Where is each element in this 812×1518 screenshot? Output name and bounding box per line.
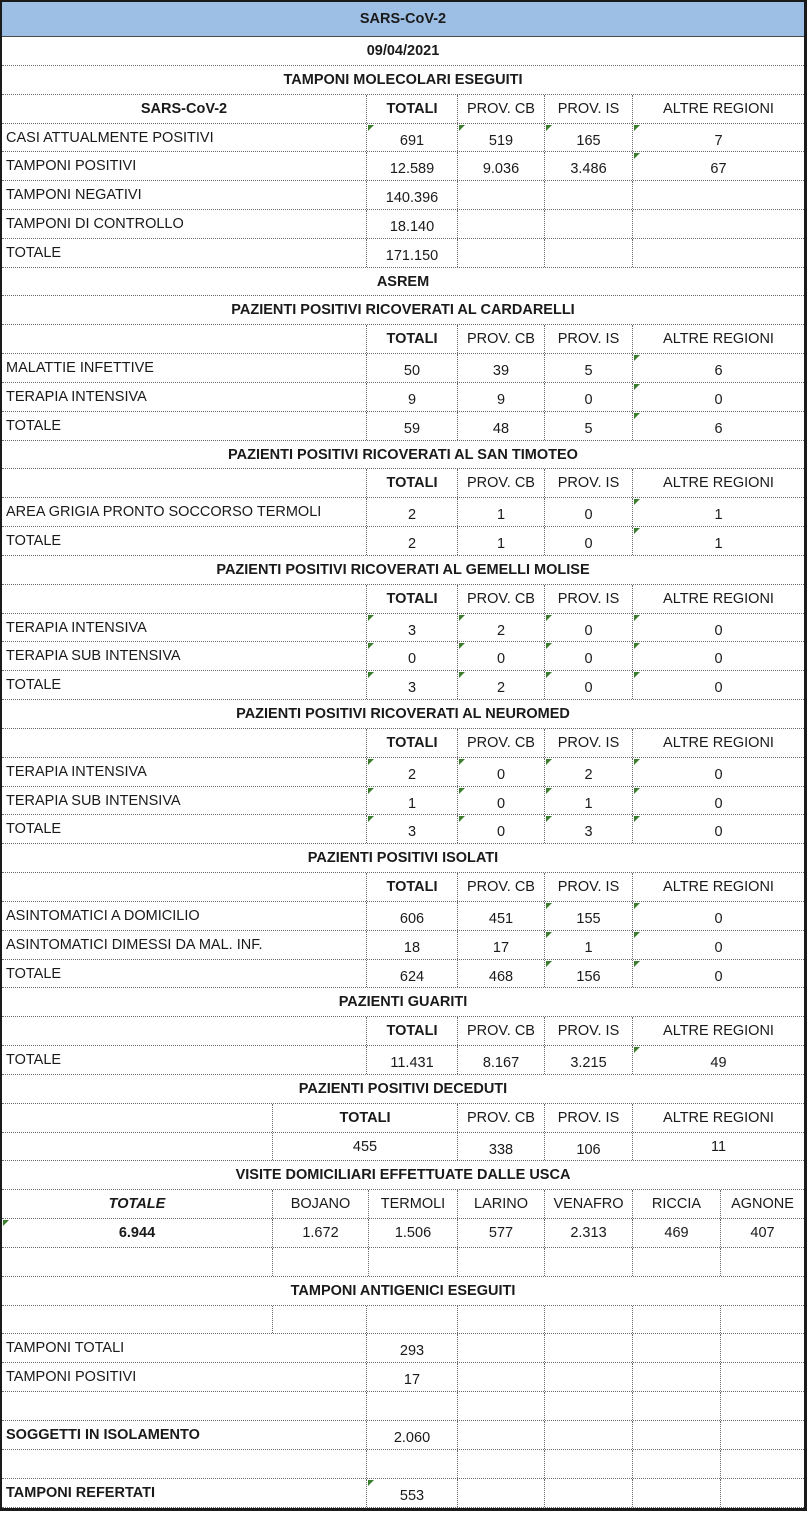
san-timoteo-prov-cb-value: 1 [457, 498, 544, 526]
usca-column-value: 577 [457, 1219, 544, 1247]
gemelli-altre-regioni-value: 0 [632, 614, 804, 641]
empty-cell [272, 1306, 366, 1333]
empty-cell [720, 1248, 804, 1276]
molecolari-altre-regioni-value [632, 210, 804, 238]
molecolari-totali-value: 171.150 [366, 239, 457, 267]
guariti-totali-header: TOTALI [366, 1017, 457, 1045]
molecolari-row-label: CASI ATTUALMENTE POSITIVI [6, 129, 214, 146]
empty-cell [720, 1450, 804, 1478]
usca-totale-label: TOTALE [108, 1196, 166, 1212]
table-row [2, 960, 806, 988]
cardarelli-row-label: MALATTIE INFETTIVE [6, 360, 154, 376]
table-row [2, 1046, 806, 1075]
empty-cell [632, 1248, 720, 1276]
gemelli-altre-regioni-value: 0 [632, 671, 804, 699]
molecolari-row-label: TAMPONI NEGATIVI [6, 187, 142, 203]
usca-column-value: 2.313 [544, 1219, 632, 1247]
san-timoteo-prov-cb-header: PROV. CB [457, 469, 544, 497]
empty-cell [544, 1306, 632, 1333]
neuromed-totali-value: 3 [366, 815, 457, 843]
isolati-row-label: ASINTOMATICI DIMESSI DA MAL. INF. [6, 937, 263, 953]
table-row [2, 614, 806, 642]
san-timoteo-prov-cb-value: 1 [457, 527, 544, 555]
table-row [2, 815, 806, 844]
gemelli-prov-is-value: 0 [544, 671, 632, 699]
neuromed-prov-is-value: 3 [544, 815, 632, 843]
guariti-prov-is-value: 3.215 [544, 1046, 632, 1074]
empty-cell [632, 1306, 720, 1333]
molecolari-prov-cb-header: PROV. CB [457, 95, 544, 123]
empty-row [2, 1248, 806, 1277]
table-row [2, 498, 806, 527]
guariti-row-label: TOTALE [6, 1052, 62, 1068]
neuromed-prov-cb-value: 0 [457, 815, 544, 843]
empty-cell [366, 1450, 457, 1478]
molecolari-row-label: TAMPONI POSITIVI [6, 158, 137, 174]
usca-column-header: AGNONE [720, 1190, 804, 1218]
table-row [2, 354, 806, 383]
asrem-heading-row [2, 268, 806, 296]
deceduti-altre-regioni-header: ALTRE REGIONI [632, 1104, 804, 1132]
soggetti-isolamento-value: 2.060 [366, 1421, 457, 1449]
empty-cell [632, 1392, 720, 1420]
empty-cell [720, 1363, 804, 1391]
empty-cell [632, 1479, 720, 1507]
san-timoteo-heading: PAZIENTI POSITIVI RICOVERATI AL SAN TIMOTEO [228, 446, 578, 463]
san-timoteo-totali-value: 2 [366, 527, 457, 555]
empty-cell [544, 1450, 632, 1478]
table-row [2, 181, 806, 210]
antigenici-positivi-label: TAMPONI POSITIVI [6, 1369, 137, 1385]
molecolari-totali-value: 18.140 [366, 210, 457, 238]
molecolari-heading-row [2, 66, 806, 95]
guariti-prov-is-header: PROV. IS [544, 1017, 632, 1045]
isolati-prov-is-value: 1 [544, 931, 632, 959]
gemelli-row-label: TOTALE [6, 677, 62, 693]
isolati-altre-regioni-value: 0 [632, 960, 804, 987]
neuromed-altre-regioni-value: 0 [632, 815, 804, 843]
frame-border-bottom [0, 1508, 807, 1511]
report-date-row [2, 37, 806, 66]
empty-cell [720, 1392, 804, 1420]
cardarelli-totali-value: 50 [366, 354, 457, 382]
neuromed-prov-is-header: PROV. IS [544, 729, 632, 757]
usca-column-header: VENAFRO [544, 1190, 632, 1218]
guariti-heading-row [2, 988, 806, 1017]
gemelli-row-label: TERAPIA INTENSIVA [6, 619, 147, 636]
table-row [2, 412, 806, 441]
gemelli-prov-cb-header: PROV. CB [457, 585, 544, 613]
empty-cell [720, 1421, 804, 1449]
table-row [2, 787, 806, 815]
molecolari-header-row [2, 95, 806, 124]
gemelli-header-row [2, 585, 806, 614]
san-timoteo-altre-regioni-value: 1 [632, 527, 804, 555]
gemelli-totali-value: 0 [366, 642, 457, 670]
neuromed-row-label: TERAPIA SUB INTENSIVA [6, 792, 181, 809]
empty-cell [457, 1450, 544, 1478]
san-timoteo-row-label: TOTALE [6, 533, 62, 549]
deceduti-prov-is-value: 106 [544, 1133, 632, 1160]
neuromed-totali-value: 1 [366, 787, 457, 814]
frame-border-top [0, 0, 807, 2]
isolati-heading: PAZIENTI POSITIVI ISOLATI [307, 850, 499, 866]
table-row [2, 239, 806, 268]
molecolari-totali-header: TOTALI [366, 95, 457, 123]
empty-cell [457, 1421, 544, 1449]
empty-cell [632, 1334, 720, 1362]
neuromed-altre-regioni-header: ALTRE REGIONI [632, 729, 804, 757]
usca-column-value: 1.506 [368, 1219, 457, 1247]
isolati-totali-value: 18 [366, 931, 457, 959]
usca-header-row [2, 1190, 806, 1219]
cardarelli-prov-is-value: 5 [544, 354, 632, 382]
soggetti-isolamento [2, 1421, 806, 1450]
empty-cell [544, 1334, 632, 1362]
guariti-heading: PAZIENTI GUARITI [338, 994, 468, 1010]
table-row [2, 758, 806, 787]
table-row [2, 383, 806, 412]
gemelli-row-label: TERAPIA SUB INTENSIVA [6, 648, 181, 664]
table-row [2, 642, 806, 671]
table-row [2, 902, 806, 931]
gemelli-heading-row [2, 556, 806, 585]
empty-cell [720, 1306, 804, 1333]
gemelli-prov-cb-value: 0 [457, 642, 544, 670]
cardarelli-altre-regioni-value: 6 [632, 354, 804, 382]
cardarelli-totali-value: 59 [366, 412, 457, 440]
table-row [2, 931, 806, 960]
empty-cell [457, 1479, 544, 1507]
molecolari-label-header: SARS-CoV-2 [140, 101, 228, 117]
neuromed-totali-header: TOTALI [366, 729, 457, 757]
usca-heading-row [2, 1161, 806, 1190]
san-timoteo-altre-regioni-header: ALTRE REGIONI [632, 469, 804, 497]
guariti-altre-regioni-header: ALTRE REGIONI [632, 1017, 804, 1045]
isolati-altre-regioni-value: 0 [632, 931, 804, 959]
soggetti-isolamento-label: SOGGETTI IN ISOLAMENTO [6, 1427, 200, 1443]
gemelli-prov-is-value: 0 [544, 614, 632, 641]
usca-column-header: TERMOLI [368, 1190, 457, 1218]
frame-border-left [0, 0, 2, 1510]
molecolari-prov-is-value: 165 [544, 124, 632, 151]
molecolari-altre-regioni-value: 7 [632, 124, 804, 151]
molecolari-prov-cb-value [457, 210, 544, 238]
molecolari-totali-value: 691 [366, 124, 457, 151]
isolati-altre-regioni-header: ALTRE REGIONI [632, 873, 804, 901]
tamponi-refertati-value: 553 [366, 1479, 457, 1507]
empty-cell [457, 1392, 544, 1420]
molecolari-row-label: TOTALE [6, 245, 62, 261]
neuromed-heading: PAZIENTI POSITIVI RICOVERATI AL NEUROMED [236, 706, 570, 722]
isolati-prov-cb-header: PROV. CB [457, 873, 544, 901]
cardarelli-heading: PAZIENTI POSITIVI RICOVERATI AL CARDARELLI [231, 302, 575, 318]
san-timoteo-heading-row [2, 441, 806, 469]
sheet-title-row [2, 2, 806, 37]
gemelli-altre-regioni-value: 0 [632, 642, 804, 670]
molecolari-prov-cb-value: 519 [457, 124, 544, 151]
cardarelli-altre-regioni-header: ALTRE REGIONI [632, 325, 804, 353]
cardarelli-totali-header: TOTALI [366, 325, 457, 353]
gemelli-prov-is-value: 0 [544, 642, 632, 670]
tamponi-refertati-label: TAMPONI REFERTATI [6, 1485, 156, 1501]
empty-cell [2, 1248, 272, 1276]
empty-cell [632, 1421, 720, 1449]
neuromed-altre-regioni-value: 0 [632, 758, 804, 786]
san-timoteo-prov-is-value: 0 [544, 527, 632, 555]
empty-cell [457, 1334, 544, 1362]
antigenici-totali-value: 293 [366, 1334, 457, 1362]
deceduti-altre-regioni-value: 11 [632, 1133, 804, 1160]
isolati-totali-value: 606 [366, 902, 457, 930]
asrem-heading: ASREM [376, 273, 430, 290]
empty-row [2, 1392, 806, 1421]
cardarelli-label-header [2, 325, 366, 353]
gemelli-totali-header: TOTALI [366, 585, 457, 613]
report-date: 09/04/2021 [366, 43, 440, 59]
empty-cell [720, 1479, 804, 1507]
usca-column-value: 1.672 [272, 1219, 368, 1247]
san-timoteo-altre-regioni-value: 1 [632, 498, 804, 526]
neuromed-prov-is-value: 1 [544, 787, 632, 814]
gemelli-altre-regioni-header: ALTRE REGIONI [632, 585, 804, 613]
empty-cell [2, 1306, 272, 1333]
molecolari-prov-cb-value [457, 181, 544, 209]
empty-cell [632, 1363, 720, 1391]
cardarelli-header-row [2, 325, 806, 354]
molecolari-prov-is-value: 3.486 [544, 152, 632, 180]
molecolari-altre-regioni-header: ALTRE REGIONI [632, 95, 804, 123]
empty-cell [368, 1248, 457, 1276]
isolati-row-label: ASINTOMATICI A DOMICILIO [6, 908, 200, 924]
isolati-row-label: TOTALE [6, 965, 62, 982]
gemelli-label-header [2, 585, 366, 613]
empty-cell [720, 1334, 804, 1362]
gemelli-totali-value: 3 [366, 671, 457, 699]
guariti-prov-cb-header: PROV. CB [457, 1017, 544, 1045]
empty-cell [632, 1450, 720, 1478]
empty-cell [544, 1421, 632, 1449]
table-row [2, 1219, 806, 1248]
empty-cell [544, 1248, 632, 1276]
guariti-altre-regioni-value: 49 [632, 1046, 804, 1074]
san-timoteo-prov-is-header: PROV. IS [544, 469, 632, 497]
san-timoteo-header-row [2, 469, 806, 498]
cardarelli-prov-is-value: 5 [544, 412, 632, 440]
isolati-heading-row [2, 844, 806, 873]
guariti-prov-cb-value: 8.167 [457, 1046, 544, 1074]
usca-column-header: RICCIA [632, 1190, 720, 1218]
isolati-prov-is-value: 156 [544, 960, 632, 987]
table-row [2, 527, 806, 556]
cardarelli-altre-regioni-value: 0 [632, 383, 804, 411]
san-timoteo-totali-value: 2 [366, 498, 457, 526]
neuromed-prov-cb-value: 0 [457, 758, 544, 786]
cardarelli-prov-is-value: 0 [544, 383, 632, 411]
usca-column-value: 469 [632, 1219, 720, 1247]
molecolari-prov-cb-value: 9.036 [457, 152, 544, 180]
molecolari-heading: TAMPONI MOLECOLARI ESEGUITI [283, 72, 523, 88]
molecolari-prov-cb-value [457, 239, 544, 267]
molecolari-totali-value: 12.589 [366, 152, 457, 180]
isolati-label-header [2, 873, 366, 901]
deceduti-prov-cb-header: PROV. CB [457, 1104, 544, 1132]
cardarelli-prov-cb-header: PROV. CB [457, 325, 544, 353]
cardarelli-prov-is-header: PROV. IS [544, 325, 632, 353]
empty-cell [457, 1306, 544, 1333]
antigenici-totali-label: TAMPONI TOTALI [6, 1340, 125, 1356]
deceduti-header-row [2, 1104, 806, 1133]
usca-column-value: 407 [720, 1219, 804, 1247]
cardarelli-heading-row [2, 296, 806, 325]
deceduti-prov-is-header: PROV. IS [544, 1104, 632, 1132]
deceduti-heading-row [2, 1075, 806, 1104]
empty-cell [366, 1392, 457, 1420]
cardarelli-prov-cb-value: 39 [457, 354, 544, 382]
deceduti-blank [2, 1104, 272, 1132]
table-row [2, 152, 806, 181]
isolati-totali-value: 624 [366, 960, 457, 987]
isolati-altre-regioni-value: 0 [632, 902, 804, 930]
molecolari-totali-value: 140.396 [366, 181, 457, 209]
antigenici-positivi-value: 17 [366, 1363, 457, 1391]
empty-cell [272, 1248, 368, 1276]
gemelli-prov-is-header: PROV. IS [544, 585, 632, 613]
molecolari-altre-regioni-value [632, 239, 804, 267]
deceduti-heading: PAZIENTI POSITIVI DECEDUTI [298, 1081, 508, 1097]
deceduti-prov-cb-value: 338 [457, 1133, 544, 1160]
neuromed-row-label: TOTALE [6, 821, 62, 837]
deceduti-totali-header: TOTALI [272, 1104, 457, 1132]
empty-cell [457, 1363, 544, 1391]
gemelli-prov-cb-value: 2 [457, 671, 544, 699]
table-row [2, 124, 806, 152]
usca-column-header: LARINO [457, 1190, 544, 1218]
isolati-prov-cb-value: 451 [457, 902, 544, 930]
isolati-totali-header: TOTALI [366, 873, 457, 901]
molecolari-prov-is-value [544, 181, 632, 209]
isolati-prov-is-header: PROV. IS [544, 873, 632, 901]
san-timoteo-prov-is-value: 0 [544, 498, 632, 526]
isolati-prov-is-value: 155 [544, 902, 632, 930]
frame-border-right [804, 0, 807, 1510]
empty-cell [544, 1392, 632, 1420]
neuromed-totali-value: 2 [366, 758, 457, 786]
isolati-header-row [2, 873, 806, 902]
san-timoteo-label-header [2, 469, 366, 497]
antigenici-totali [2, 1334, 806, 1363]
table-row [2, 1133, 806, 1161]
cardarelli-prov-cb-value: 9 [457, 383, 544, 411]
molecolari-altre-regioni-value: 67 [632, 152, 804, 180]
usca-totale-value: 6.944 [2, 1219, 272, 1247]
molecolari-prov-is-value [544, 210, 632, 238]
neuromed-label-header [2, 729, 366, 757]
neuromed-heading-row [2, 700, 806, 729]
san-timoteo-totali-header: TOTALI [366, 469, 457, 497]
cardarelli-row-label: TOTALE [6, 418, 62, 434]
deceduti-blank [2, 1133, 272, 1160]
usca-heading: VISITE DOMICILIARI EFFETTUATE DALLE USCA [235, 1167, 571, 1183]
antigenici-heading: TAMPONI ANTIGENICI ESEGUITI [290, 1283, 516, 1299]
molecolari-prov-is-value [544, 239, 632, 267]
guariti-label-header [2, 1017, 366, 1045]
empty-row [2, 1450, 806, 1479]
empty-row [2, 1306, 806, 1334]
san-timoteo-row-label: AREA GRIGIA PRONTO SOCCORSO TERMOLI [6, 504, 322, 520]
neuromed-prov-is-value: 2 [544, 758, 632, 786]
molecolari-prov-is-header: PROV. IS [544, 95, 632, 123]
antigenici-heading-row [2, 1277, 806, 1306]
guariti-header-row [2, 1017, 806, 1046]
molecolari-row-label: TAMPONI DI CONTROLLO [6, 216, 184, 232]
guariti-totali-value: 11.431 [366, 1046, 457, 1074]
neuromed-prov-cb-header: PROV. CB [457, 729, 544, 757]
gemelli-heading: PAZIENTI POSITIVI RICOVERATI AL GEMELLI MOLISE [216, 562, 590, 578]
cardarelli-altre-regioni-value: 6 [632, 412, 804, 440]
deceduti-totali-value: 455 [272, 1133, 457, 1160]
cardarelli-totali-value: 9 [366, 383, 457, 411]
neuromed-prov-cb-value: 0 [457, 787, 544, 814]
isolati-prov-cb-value: 17 [457, 931, 544, 959]
antigenici-positivi [2, 1363, 806, 1392]
isolati-prov-cb-value: 468 [457, 960, 544, 987]
neuromed-header-row [2, 729, 806, 758]
empty-cell [366, 1306, 457, 1333]
empty-cell [544, 1363, 632, 1391]
gemelli-totali-value: 3 [366, 614, 457, 641]
neuromed-altre-regioni-value: 0 [632, 787, 804, 814]
table-row [2, 671, 806, 700]
empty-cell [544, 1479, 632, 1507]
usca-column-header: BOJANO [272, 1190, 368, 1218]
neuromed-row-label: TERAPIA INTENSIVA [6, 764, 147, 780]
tamponi-refertati [2, 1479, 806, 1508]
empty-cell [457, 1248, 544, 1276]
gemelli-prov-cb-value: 2 [457, 614, 544, 641]
molecolari-altre-regioni-value [632, 181, 804, 209]
sheet-title: SARS-CoV-2 [359, 11, 447, 27]
table-row [2, 210, 806, 239]
cardarelli-row-label: TERAPIA INTENSIVA [6, 389, 147, 405]
cardarelli-prov-cb-value: 48 [457, 412, 544, 440]
